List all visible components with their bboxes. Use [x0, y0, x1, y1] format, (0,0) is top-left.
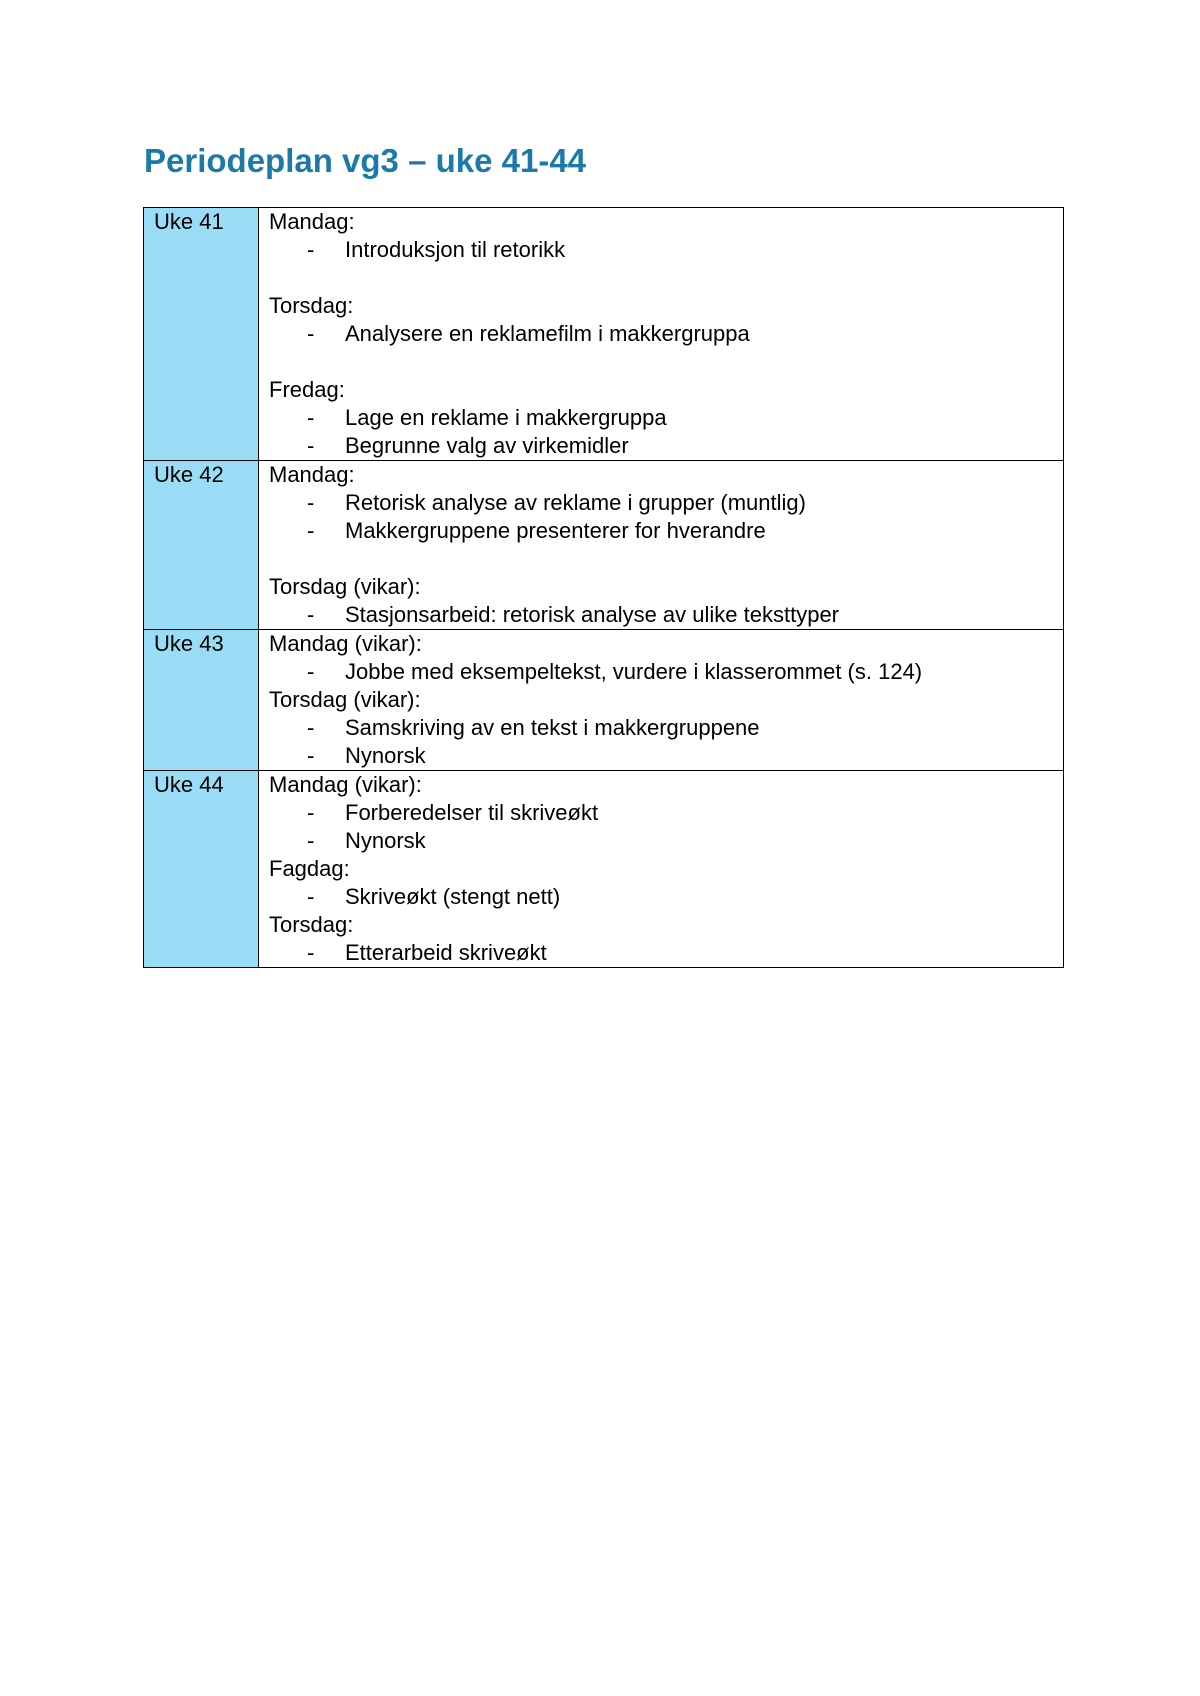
dash-bullet: -	[307, 490, 315, 515]
list-item	[269, 404, 1063, 432]
week-content-cell	[259, 208, 1064, 461]
day-label: Mandag:	[269, 209, 355, 234]
list-item	[269, 236, 1063, 264]
week-cell	[144, 208, 259, 461]
list-item	[269, 827, 1063, 855]
table-row	[144, 771, 1064, 968]
item-text: Nynorsk	[345, 828, 426, 853]
table-row	[144, 208, 1064, 461]
day-block	[269, 771, 1063, 855]
dash-bullet: -	[307, 940, 315, 965]
item-text: Introduksjon til retorikk	[345, 237, 566, 262]
table-row	[144, 461, 1064, 630]
period-plan-table	[143, 207, 1064, 968]
item-text: Analysere en reklamefilm i makkergruppa	[345, 321, 750, 346]
item-text: Samskriving av en tekst i makkergruppene	[345, 715, 760, 740]
list-item	[269, 714, 1063, 742]
list-item	[269, 658, 1063, 686]
week-label: Uke 42	[154, 462, 224, 487]
day-label: Torsdag (vikar):	[269, 687, 421, 712]
list-item	[269, 742, 1063, 770]
week-cell	[144, 630, 259, 771]
day-block	[269, 686, 1063, 770]
item-list	[269, 236, 1063, 264]
day-block	[269, 292, 1063, 348]
week-content-cell	[259, 461, 1064, 630]
item-list	[269, 939, 1063, 967]
item-text: Nynorsk	[345, 743, 426, 768]
page-title: Periodeplan vg3 – uke 41-44	[144, 142, 587, 179]
dash-bullet: -	[307, 715, 315, 740]
list-item	[269, 939, 1063, 967]
day-label: Mandag:	[269, 462, 355, 487]
dash-bullet: -	[307, 321, 315, 346]
day-block	[269, 376, 1063, 460]
week-label: Uke 44	[154, 772, 224, 797]
week-label: Uke 43	[154, 631, 224, 656]
dash-bullet: -	[307, 659, 315, 684]
item-list	[269, 883, 1063, 911]
item-text: Jobbe med eksempeltekst, vurdere i klasserommet (s. 124)	[345, 659, 923, 684]
item-text: Makkergruppene presenterer for hverandre	[345, 518, 766, 543]
item-list	[269, 320, 1063, 348]
day-block	[269, 573, 1063, 629]
list-item	[269, 517, 1063, 545]
item-list	[269, 799, 1063, 855]
list-item	[269, 432, 1063, 460]
dash-bullet: -	[307, 237, 315, 262]
week-label: Uke 41	[154, 209, 224, 234]
item-text: Stasjonsarbeid: retorisk analyse av ulike teksttyper	[345, 602, 840, 627]
dash-bullet: -	[307, 828, 315, 853]
item-text: Lage en reklame i makkergruppa	[345, 405, 667, 430]
day-label: Torsdag:	[269, 912, 354, 937]
item-list	[269, 489, 1063, 545]
day-label: Fredag:	[269, 377, 345, 402]
day-block	[269, 461, 1063, 545]
list-item	[269, 489, 1063, 517]
item-text: Etterarbeid skriveøkt	[345, 940, 547, 965]
day-label: Torsdag:	[269, 293, 354, 318]
day-block	[269, 208, 1063, 264]
day-label: Fagdag:	[269, 856, 350, 881]
item-text: Retorisk analyse av reklame i grupper (muntlig)	[345, 490, 806, 515]
day-label: Mandag (vikar):	[269, 631, 422, 656]
dash-bullet: -	[307, 433, 315, 458]
item-list	[269, 658, 1063, 686]
list-item	[269, 320, 1063, 348]
item-text: Begrunne valg av virkemidler	[345, 433, 629, 458]
list-item	[269, 883, 1063, 911]
week-cell	[144, 461, 259, 630]
day-block	[269, 855, 1063, 911]
day-block	[269, 911, 1063, 967]
item-text: Forberedelser til skriveøkt	[345, 800, 599, 825]
day-label: Torsdag (vikar):	[269, 574, 421, 599]
list-item	[269, 799, 1063, 827]
item-text: Skriveøkt (stengt nett)	[345, 884, 561, 909]
dash-bullet: -	[307, 800, 315, 825]
dash-bullet: -	[307, 743, 315, 768]
table-row	[144, 630, 1064, 771]
week-cell	[144, 771, 259, 968]
dash-bullet: -	[307, 884, 315, 909]
day-block	[269, 630, 1063, 686]
item-list	[269, 601, 1063, 629]
dash-bullet: -	[307, 518, 315, 543]
item-list	[269, 404, 1063, 460]
list-item	[269, 601, 1063, 629]
dash-bullet: -	[307, 602, 315, 627]
week-content-cell	[259, 771, 1064, 968]
week-content-cell	[259, 630, 1064, 771]
item-list	[269, 714, 1063, 770]
dash-bullet: -	[307, 405, 315, 430]
day-label: Mandag (vikar):	[269, 772, 422, 797]
